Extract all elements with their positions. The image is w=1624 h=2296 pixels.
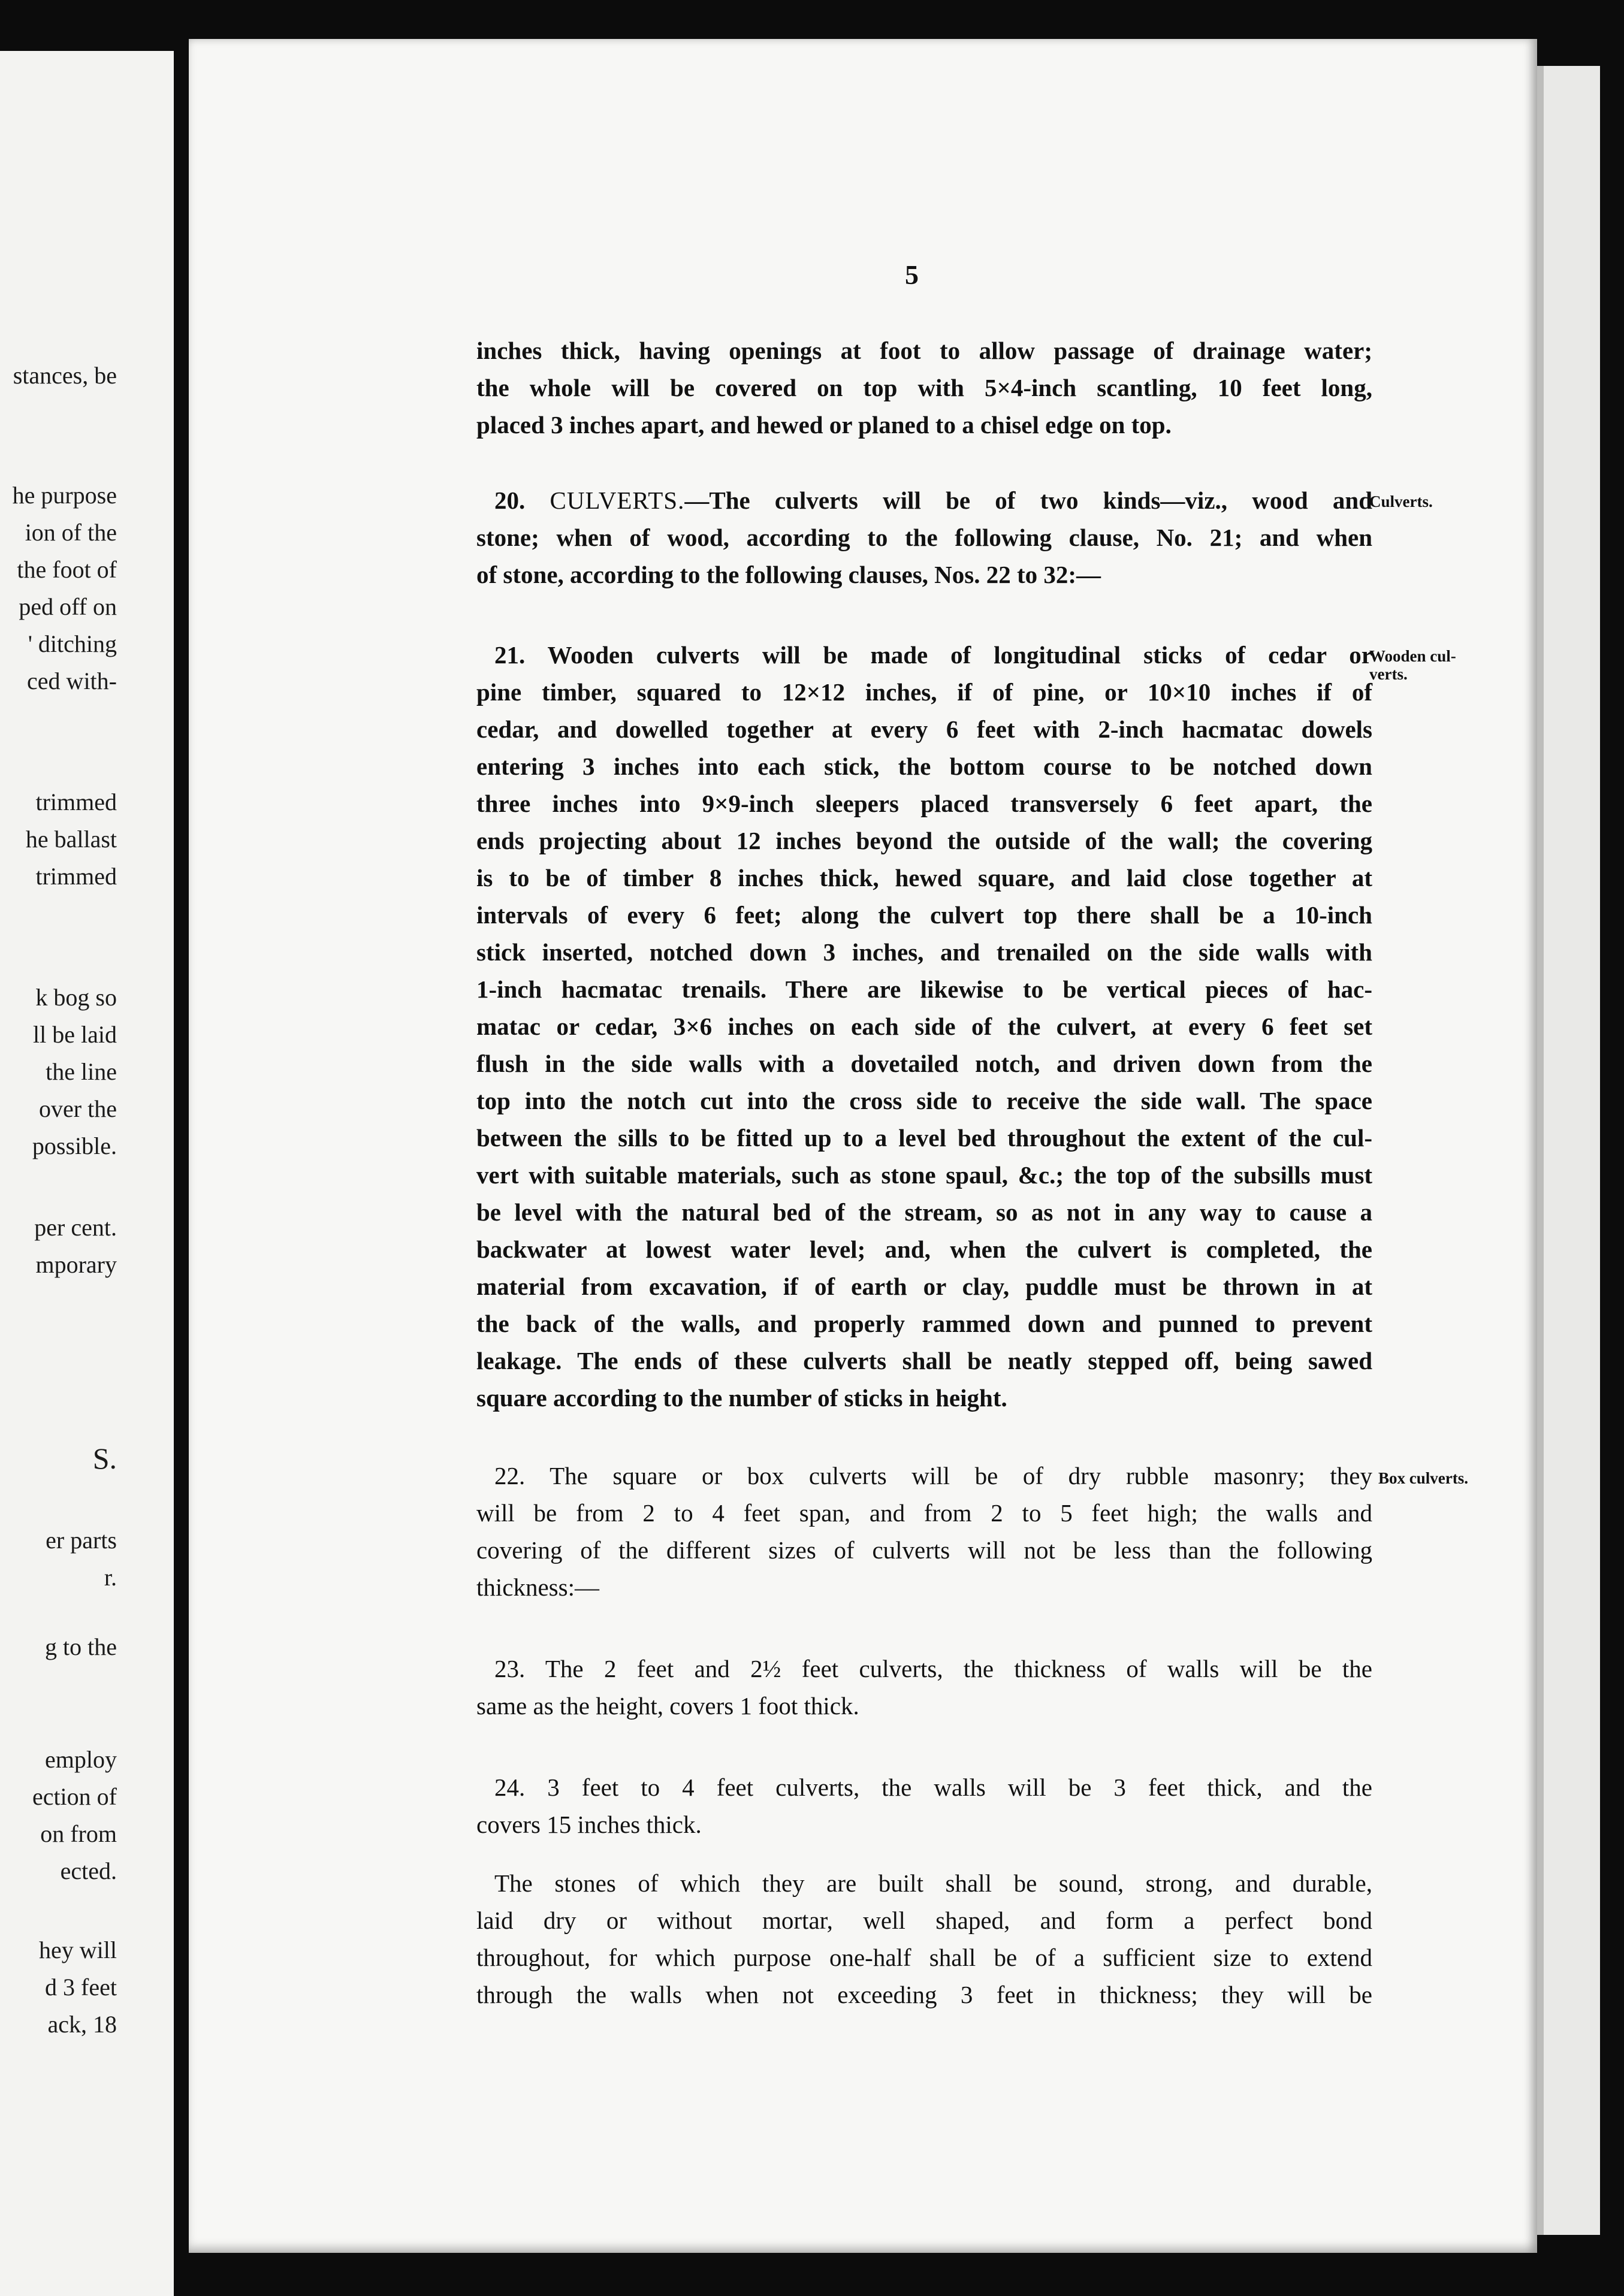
text-line: The stones of which they are built shall be sound, strong, and durable, bbox=[494, 1869, 1372, 1897]
text-line: stick inserted, notched down 3 inches, and trenailed on the side walls with bbox=[476, 938, 1372, 966]
section-heading: CULVERTS. bbox=[550, 487, 685, 514]
sidenote-culverts: Culverts. bbox=[1369, 493, 1433, 510]
left-fragment: on from bbox=[40, 1820, 117, 1847]
left-fragment: ped off on bbox=[19, 593, 117, 620]
left-fragment: g to the bbox=[45, 1633, 117, 1660]
back-page-edge bbox=[1534, 66, 1600, 2235]
paragraph-20 bbox=[476, 482, 1372, 593]
text-line: thickness:— bbox=[476, 1573, 599, 1601]
paragraph-23 bbox=[476, 1650, 1372, 1724]
text-line: covering of the different sizes of culverts will not be less than the following bbox=[476, 1536, 1372, 1564]
text-line: top into the notch cut into the cross side to receive the side wall. The space bbox=[476, 1087, 1372, 1114]
text-line: cedar, and dowelled together at every 6 feet with 2-inch hacmatac dowels bbox=[476, 715, 1372, 743]
left-fragment: ll be laid bbox=[33, 1021, 117, 1048]
left-fragment: mporary bbox=[35, 1251, 117, 1278]
left-fragment: ack, 18 bbox=[47, 2011, 117, 2038]
text-line: pine timber, squared to 12×12 inches, if of pine, or 10×10 inches if of bbox=[476, 678, 1372, 706]
paragraph-24 bbox=[476, 1769, 1372, 1843]
text-line: placed 3 inches apart, and hewed or planed to a chisel edge on top. bbox=[476, 411, 1172, 439]
paragraph-intro bbox=[476, 332, 1372, 443]
text-line: 24. 3 feet to 4 feet culverts, the walls will be 3 feet thick, and the bbox=[494, 1774, 1372, 1801]
left-fragment: trimmed bbox=[35, 789, 117, 815]
paragraph-25 bbox=[476, 1865, 1372, 2013]
text-line: 23. The 2 feet and 2½ feet culverts, the thickness of walls will be the bbox=[494, 1655, 1372, 1682]
left-fragment: possible. bbox=[32, 1132, 117, 1159]
left-fragment: per cent. bbox=[34, 1214, 117, 1241]
left-fragment: S. bbox=[92, 1442, 117, 1475]
left-fragment: hey will bbox=[39, 1937, 117, 1963]
paragraph-number: 20. bbox=[494, 487, 526, 514]
left-fragment: d 3 feet bbox=[45, 1974, 117, 2001]
text-line: be level with the natural bed of the stream, so as not in any way to cause a bbox=[476, 1198, 1372, 1226]
left-fragment: ion of the bbox=[25, 519, 117, 546]
text-line: of stone, according to the following clauses, Nos. 22 to 32:— bbox=[476, 561, 1101, 588]
text-line: three inches into 9×9-inch sleepers placed transversely 6 feet apart, the bbox=[476, 790, 1372, 817]
text-line: square according to the number of sticks in height. bbox=[476, 1384, 1007, 1412]
text-line: same as the height, covers 1 foot thick. bbox=[476, 1692, 859, 1720]
text-line: vert with suitable materials, such as stone spaul, &c.; the top of the subsills must bbox=[476, 1161, 1372, 1189]
text-line: stone; when of wood, according to the following clause, No. 21; and when bbox=[476, 524, 1372, 551]
text-line: leakage. The ends of these culverts shall be neatly stepped off, being sawed bbox=[476, 1347, 1372, 1374]
text-line: backwater at lowest water level; and, when the culvert is completed, the bbox=[476, 1235, 1372, 1263]
text-line: throughout, for which purpose one-half shall be of a sufficient size to extend bbox=[476, 1944, 1372, 1971]
left-fragment: employ bbox=[45, 1746, 117, 1773]
text-line: laid dry or without mortar, well shaped, and form a perfect bond bbox=[476, 1907, 1372, 1934]
left-fragment: ection of bbox=[32, 1783, 117, 1810]
left-fragment: stances, be bbox=[13, 362, 117, 389]
left-fragment: he purpose bbox=[12, 482, 117, 509]
left-fragment: ' ditching bbox=[28, 630, 117, 657]
sidenote-line: verts. bbox=[1369, 665, 1408, 683]
text-line: intervals of every 6 feet; along the culvert top there shall be a 10-inch bbox=[476, 901, 1372, 929]
left-fragment: ected. bbox=[60, 1857, 117, 1884]
text-line: is to be of timber 8 inches thick, hewed square, and laid close together at bbox=[476, 864, 1372, 892]
text-fragment: —The culverts will be of two kinds—viz., wood and bbox=[684, 487, 1372, 514]
left-fragment: er parts bbox=[46, 1527, 117, 1554]
paragraph-22 bbox=[476, 1457, 1372, 1606]
text-line: ends projecting about 12 inches beyond the outside of the wall; the covering bbox=[476, 827, 1372, 854]
text-line: will be from 2 to 4 feet span, and from 2 to 5 feet high; the walls and bbox=[476, 1499, 1372, 1527]
sidenote-line: Wooden cul- bbox=[1369, 647, 1456, 665]
left-facing-page bbox=[0, 51, 174, 2296]
text-line: covers 15 inches thick. bbox=[476, 1811, 702, 1838]
text-line: entering 3 inches into each stick, the bottom course to be notched down bbox=[476, 753, 1372, 780]
paragraph-21 bbox=[476, 636, 1372, 1416]
text-line: 21. Wooden culverts will be made of longitudinal sticks of cedar or bbox=[494, 641, 1372, 669]
left-fragment: the foot of bbox=[17, 556, 117, 583]
text-line: the whole will be covered on top with 5×4-inch scantling, 10 feet long, bbox=[476, 374, 1372, 401]
text-line bbox=[476, 482, 1372, 519]
sidenote-wooden-culverts bbox=[1369, 647, 1456, 683]
left-fragment: ced with- bbox=[27, 667, 117, 694]
text-line: material from excavation, if of earth or clay, puddle must be thrown in at bbox=[476, 1273, 1372, 1300]
page-number: 5 bbox=[905, 259, 919, 290]
left-fragment: trimmed bbox=[35, 863, 117, 890]
text-line: the back of the walls, and properly rammed down and punned to prevent bbox=[476, 1310, 1372, 1337]
left-fragment: the line bbox=[46, 1058, 117, 1085]
text-line: through the walls when not exceeding 3 feet in thickness; they will be bbox=[476, 1981, 1372, 2008]
left-fragment: r. bbox=[104, 1564, 117, 1591]
left-fragment: he ballast bbox=[25, 826, 117, 853]
text-line: between the sills to be fitted up to a level bed throughout the extent of the cul- bbox=[476, 1124, 1372, 1152]
text-line: matac or cedar, 3×6 inches on each side of the culvert, at every 6 feet set bbox=[476, 1013, 1372, 1040]
text-line: inches thick, having openings at foot to allow passage of drainage water; bbox=[476, 337, 1372, 364]
left-fragment: k bog so bbox=[35, 984, 117, 1011]
text-line: flush in the side walls with a dovetailed notch, and driven down from the bbox=[476, 1050, 1372, 1077]
text-line: 22. The square or box culverts will be of dry rubble masonry; they bbox=[494, 1462, 1372, 1490]
sidenote-box-culverts: Box culverts. bbox=[1378, 1469, 1468, 1487]
left-fragment: over the bbox=[39, 1095, 117, 1122]
text-line: 1-inch hacmatac trenails. There are likewise to be vertical pieces of hac- bbox=[476, 975, 1372, 1003]
